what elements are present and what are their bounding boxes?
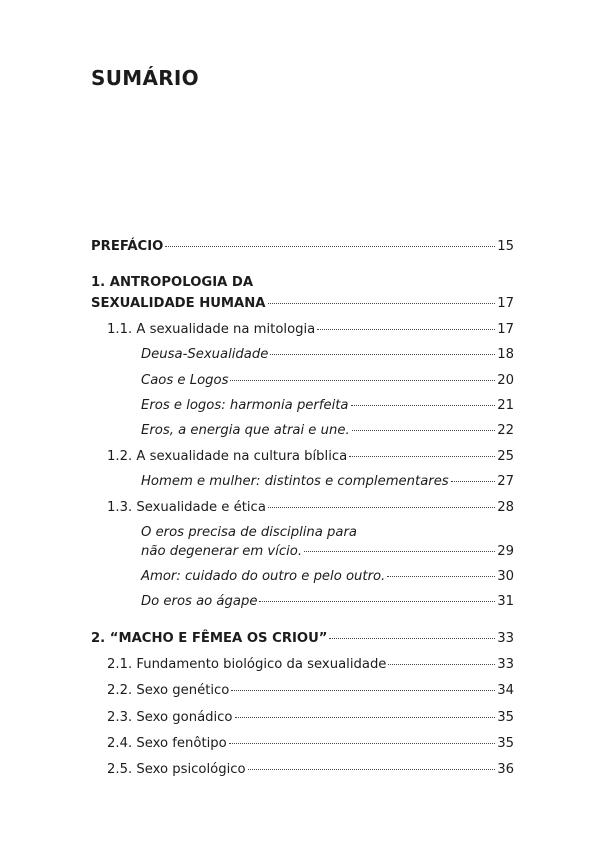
toc-entry-deusa-sexualidade[interactable]	[141, 347, 514, 363]
toc-page-number: 22	[497, 423, 514, 438]
toc-entry-eros-disciplina[interactable]	[141, 544, 514, 560]
dot-leader	[329, 638, 495, 639]
toc-page-number: 35	[497, 710, 514, 725]
toc-entry-title: 1.1. A sexualidade na mitologia	[107, 322, 316, 337]
toc-entry-title: Homem e mulher: distintos e complementares	[141, 474, 449, 489]
toc-entry-2-3[interactable]	[107, 710, 514, 726]
dot-leader	[231, 690, 495, 691]
toc-entry-eros-energia[interactable]	[141, 423, 514, 439]
toc-page-number: 25	[497, 449, 514, 464]
toc-page-number: 29	[497, 544, 514, 559]
toc-entry-amor-cuidado[interactable]	[141, 569, 514, 585]
toc-entry-2-2[interactable]	[107, 683, 514, 699]
dot-leader	[268, 507, 495, 508]
toc-entry-title: 2.1. Fundamento biológico da sexualidade	[107, 657, 387, 672]
toc-entry-2-5[interactable]	[107, 762, 514, 778]
dot-leader	[270, 354, 495, 355]
toc-entry-homem-e-mulher[interactable]	[141, 474, 514, 490]
toc-page-number: 36	[497, 762, 514, 777]
toc-entry-title: não degenerar em vício.	[141, 544, 303, 559]
toc-entry-1-1[interactable]	[107, 322, 514, 338]
dot-leader	[388, 664, 495, 665]
toc-entry-caos-e-logos[interactable]	[141, 373, 514, 389]
toc-entry-2-1[interactable]	[107, 657, 514, 673]
toc-entry-prefacio[interactable]	[91, 239, 514, 255]
toc-page-number: 33	[497, 631, 514, 646]
toc-page-number: 18	[497, 347, 514, 362]
dot-leader	[349, 456, 495, 457]
toc-entry-title: SEXUALIDADE HUMANA	[91, 296, 266, 311]
toc-page-number: 33	[497, 657, 514, 672]
dot-leader	[352, 430, 496, 431]
toc-page-number: 20	[497, 373, 514, 388]
dot-leader	[387, 576, 495, 577]
dot-leader	[230, 380, 495, 381]
toc-entry-title: 2.4. Sexo fenôtipo	[107, 736, 227, 751]
dot-leader	[351, 405, 496, 406]
toc-entry-title: Eros, a energia que atrai e une.	[141, 423, 350, 438]
toc-entry-1-2[interactable]	[107, 449, 514, 465]
toc-entry-title: PREFÁCIO	[91, 239, 164, 254]
dot-leader	[235, 717, 496, 718]
dot-leader	[259, 601, 495, 602]
toc-entry-title: Amor: cuidado do outro e pelo outro.	[141, 569, 386, 584]
dot-leader	[451, 481, 496, 482]
dot-leader	[248, 769, 496, 770]
toc-entry-title: 2.3. Sexo gonádico	[107, 710, 233, 725]
toc-page-number: 27	[497, 474, 514, 489]
toc-entry-title-line1: O eros precisa de disciplina para	[141, 525, 357, 540]
toc-entry-chapter-1[interactable]	[91, 296, 514, 312]
toc-page-number: 15	[497, 239, 514, 254]
toc-entry-title: Deusa-Sexualidade	[141, 347, 269, 362]
dot-leader	[317, 329, 495, 330]
toc-entry-title: Eros e logos: harmonia perfeita	[141, 398, 349, 413]
toc-entry-2-4[interactable]	[107, 736, 514, 752]
toc-page-number: 34	[497, 683, 514, 698]
toc-entry-eros-ao-agape[interactable]	[141, 594, 514, 610]
toc-entry-title: 2. “MACHO E FÊMEA OS CRIOU”	[91, 631, 328, 646]
toc-entry-title: 2.2. Sexo genético	[107, 683, 230, 698]
toc-entry-title: 2.5. Sexo psicológico	[107, 762, 246, 777]
toc-page-number: 21	[497, 398, 514, 413]
dot-leader	[304, 551, 495, 552]
toc-entry-title: Do eros ao ágape	[141, 594, 258, 609]
toc-page-number: 31	[497, 594, 514, 609]
toc-entry-title: Caos e Logos	[141, 373, 229, 388]
toc-page-number: 35	[497, 736, 514, 751]
toc-page-number: 28	[497, 500, 514, 515]
toc-page-number: 17	[497, 296, 514, 311]
toc-entry-eros-e-logos[interactable]	[141, 398, 514, 414]
toc-entry-title: 1.2. A sexualidade na cultura bíblica	[107, 449, 348, 464]
dot-leader	[268, 303, 496, 304]
toc-page-number: 30	[497, 569, 514, 584]
toc-entry-title-line1: 1. ANTROPOLOGIA DA	[91, 275, 254, 290]
toc-entry-1-3[interactable]	[107, 500, 514, 516]
page-title: SUMÁRIO	[91, 66, 199, 90]
toc-page-number: 17	[497, 322, 514, 337]
dot-leader	[165, 246, 495, 247]
dot-leader	[229, 743, 495, 744]
toc-entry-title: 1.3. Sexualidade e ética	[107, 500, 266, 515]
toc-entry-chapter-2[interactable]	[91, 631, 514, 647]
